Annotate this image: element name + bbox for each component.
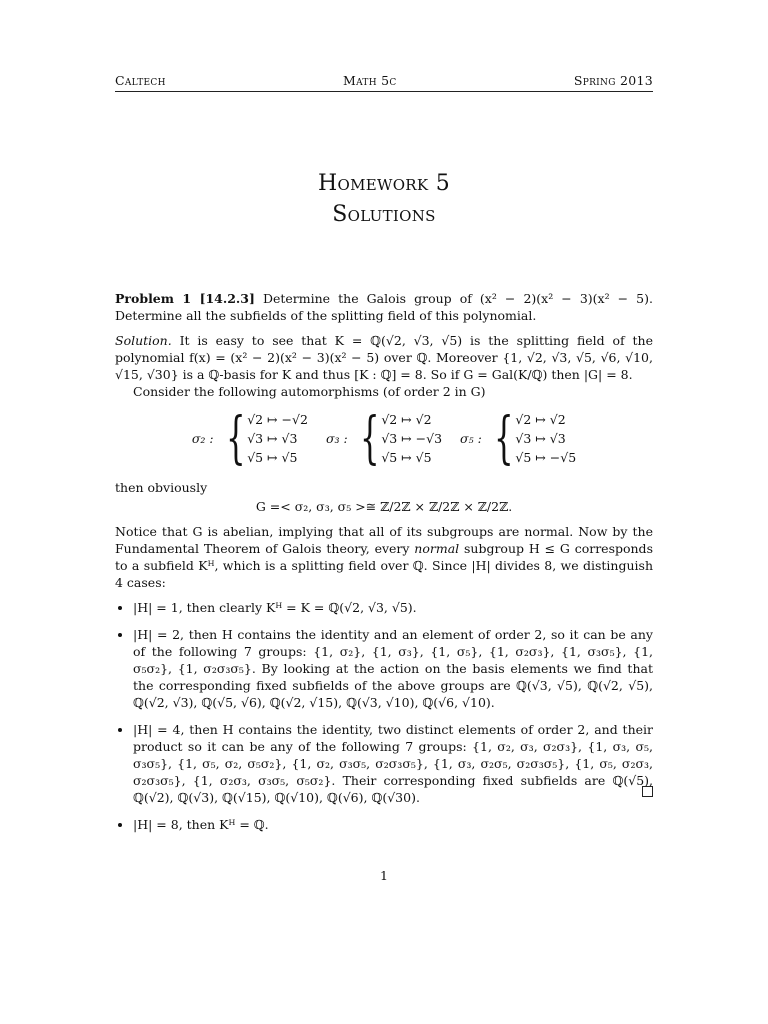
problem-label: Problem 1 [14.2.3] bbox=[115, 291, 255, 306]
list-item: • |H| = 8, then Kᴴ = ℚ. bbox=[133, 816, 653, 833]
problem-content bbox=[115, 290, 653, 843]
document-page bbox=[115, 0, 653, 1024]
left-brace: { bbox=[359, 405, 380, 471]
header-institution: Caltech bbox=[115, 73, 166, 88]
title-line-2: Solutions bbox=[332, 202, 436, 227]
problem-text: Determine the Galois group of (x² − 2)(x² − 3)(x² − 5). Determine all the subfields of the splitting field of this polynomial. bbox=[115, 291, 653, 323]
solution-paragraph-2: Consider the following automorphisms (of order 2 in G) bbox=[133, 384, 486, 399]
running-header bbox=[115, 72, 653, 89]
group-isomorphism: G =< σ₂, σ₃, σ₅ >≅ ℤ/2ℤ × ℤ/2ℤ × ℤ/2ℤ. bbox=[255, 499, 513, 514]
list-item: • |H| = 4, then H contains the identity, two distinct elements of order 2, and their product so it can be any of the following 7 groups: {1, σ₂, σ₃, σ₂σ₃}, {1, σ₃, σ₅, σ₃σ₅}, {1, σ₅, σ₂, σ₅σ₂}, {1, σ₂, σ₃σ₅, σ₂σ₃σ₅}, {1, σ₃, σ₂σ₅, σ₂σ₃σ₅}, {1, σ₅, σ₂σ₃, σ₂σ₃σ₅}, {1, σ₂σ₃, σ₃σ₅, σ₅σ₂}. Their corresponding fixed subfields are ℚ(√5), ℚ(√2), ℚ(√3), ℚ(√15), ℚ(√10), ℚ(√6), ℚ(√30). bbox=[133, 721, 653, 806]
automorphism-sigma2: σ₂ : { √2 ↦ −√2 √3 ↦ √3 √5 ↦ √5 bbox=[191, 405, 308, 471]
automorphism-definitions bbox=[115, 405, 653, 471]
solution-paragraph-1: Solution. It is easy to see that K = ℚ(√2, √3, √5) is the splitting field of the polynomial f(x) = (x² − 2)(x² − 3)(x² − 5) over ℚ. Moreover {1, √2, √3, √5, √6, √10, √15, √30} is a ℚ-basis for K and thus [K : ℚ] = 8. So if G = Gal(K/ℚ) then |G| = 8. bbox=[115, 333, 653, 382]
case-list bbox=[115, 599, 653, 833]
title-line-1: Homework 5 bbox=[318, 171, 450, 196]
problem-statement bbox=[115, 290, 653, 324]
page-number: 1 bbox=[380, 868, 388, 883]
list-item: • |H| = 2, then H contains the identity and an element of order 2, so it can be any of the following 7 groups: {1, σ₂}, {1, σ₃}, {1, σ₅}, {1, σ₂σ₃}, {1, σ₃σ₅}, {1, σ₅σ₂}, {1, σ₂σ₃σ₅}. By looking at the action on the basis elements we find that the corresponding fixed subfields of the above groups are ℚ(√3, √5), ℚ(√2, √5), ℚ(√2, √3), ℚ(√5, √6), ℚ(√2, √15), ℚ(√3, √10), ℚ(√6, √10). bbox=[133, 626, 653, 711]
solution-paragraph-4: Notice that G is abelian, implying that all of its subgroups are normal. Now by the Fundamental Theorem of Galois theory, every normal subgroup H ≤ G corresponds to a subfield Kᴴ, which is a splitting field over ℚ. Since |H| divides 8, we distinguish 4 cases: bbox=[115, 524, 653, 590]
document-title bbox=[115, 168, 653, 230]
solution-label: Solution. bbox=[115, 333, 172, 348]
header-term: Spring 2013 bbox=[573, 73, 653, 88]
header-course: Math 5c bbox=[343, 73, 397, 88]
left-brace: { bbox=[493, 405, 514, 471]
header-rule bbox=[115, 91, 653, 92]
automorphism-sigma5: σ₅ : { √2 ↦ √2 √3 ↦ √3 √5 ↦ −√5 bbox=[460, 405, 577, 471]
automorphism-sigma3: σ₃ : { √2 ↦ √2 √3 ↦ −√3 √5 ↦ √5 bbox=[325, 405, 443, 471]
list-item: • |H| = 1, then clearly Kᴴ = K = ℚ(√2, √3, √5). bbox=[133, 599, 653, 616]
solution-paragraph-3: then obviously bbox=[115, 480, 208, 495]
qed-square-icon bbox=[642, 786, 653, 797]
left-brace: { bbox=[225, 405, 246, 471]
